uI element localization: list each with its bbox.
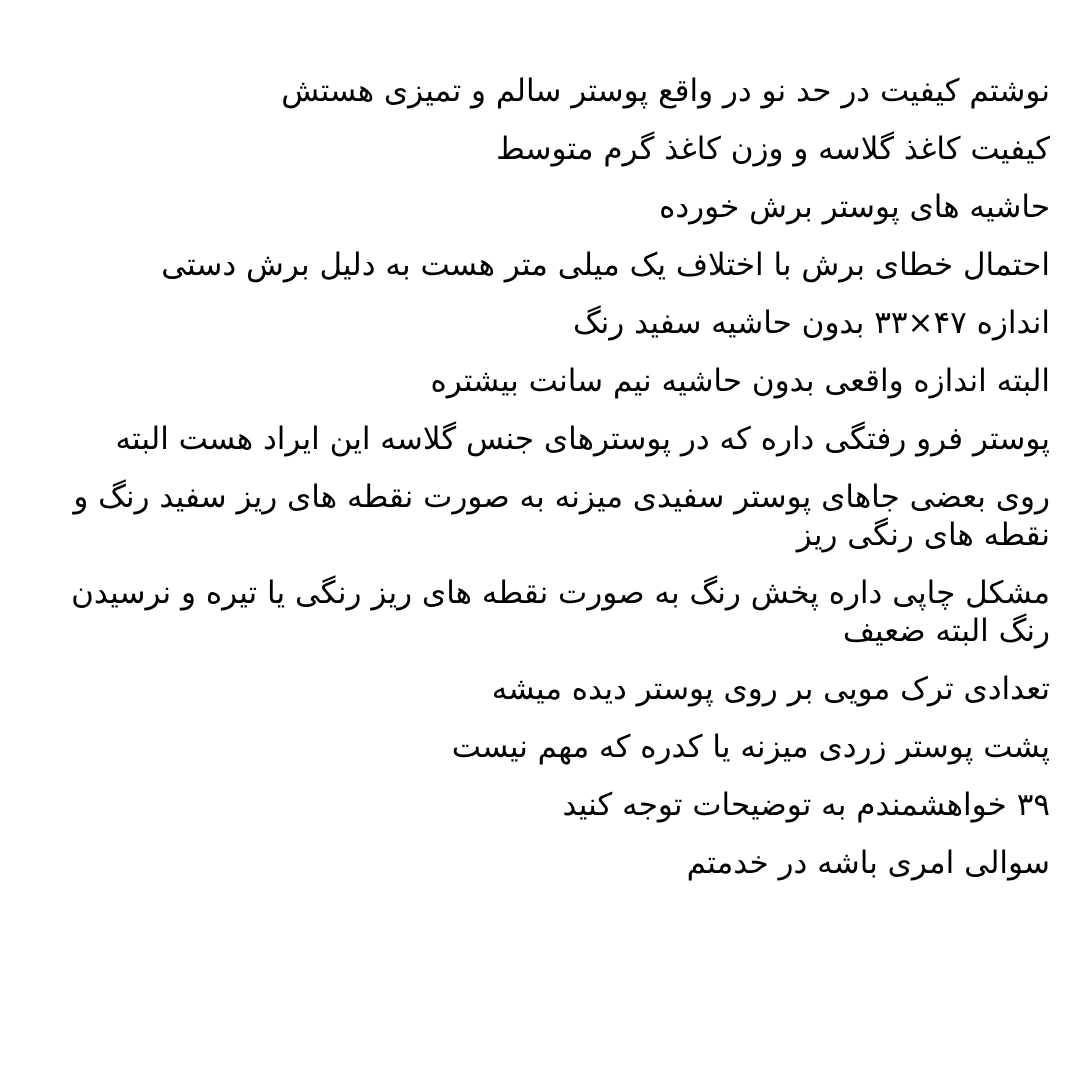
line-dents: پوستر فرو رفتگی داره که در پوسترهای جنس گلاسه این ایراد هست البته — [115, 421, 1050, 457]
line-cut-error: احتمال خطای برش با اختلاف یک میلی متر هست به دلیل برش دستی — [161, 247, 1050, 283]
line-white-spots: روی بعضی جاهای پوستر سفیدی میزنه به صورت نقطه های ریز سفید رنگ و نقطه های رنگی ریز — [73, 479, 1050, 553]
line-paper-type: کیفیت کاغذ گلاسه و وزن کاغذ گرم متوسط — [496, 131, 1050, 167]
line-print-defect: مشکل چاپی داره پخش رنگ به صورت نقطه های ریز رنگی یا تیره و نرسیدن رنگ البته ضعیف — [71, 575, 1050, 649]
line-hairline-cracks: تعدادی ترک مویی بر روی پوستر دیده میشه — [491, 671, 1050, 707]
line-margins-cut: حاشیه های پوستر برش خورده — [659, 189, 1050, 225]
line-size: اندازه ۴۷×۳۳ بدون حاشیه سفید رنگ — [572, 305, 1050, 341]
line-quality: نوشتم کیفیت در حد نو در واقع پوستر سالم و تمیزی هستش — [281, 73, 1050, 109]
line-contact: سوالی امری باشه در خدمتم — [686, 845, 1050, 881]
description-text-block — [50, 72, 1050, 902]
line-note-request: ۳۹ خواهشمندم به توضیحات توجه کنید — [562, 787, 1050, 823]
line-actual-size: البته اندازه واقعی بدون حاشیه نیم سانت بیشتره — [430, 363, 1050, 399]
line-back-yellowing: پشت پوستر زردی میزنه یا کدره که مهم نیست — [451, 729, 1050, 765]
